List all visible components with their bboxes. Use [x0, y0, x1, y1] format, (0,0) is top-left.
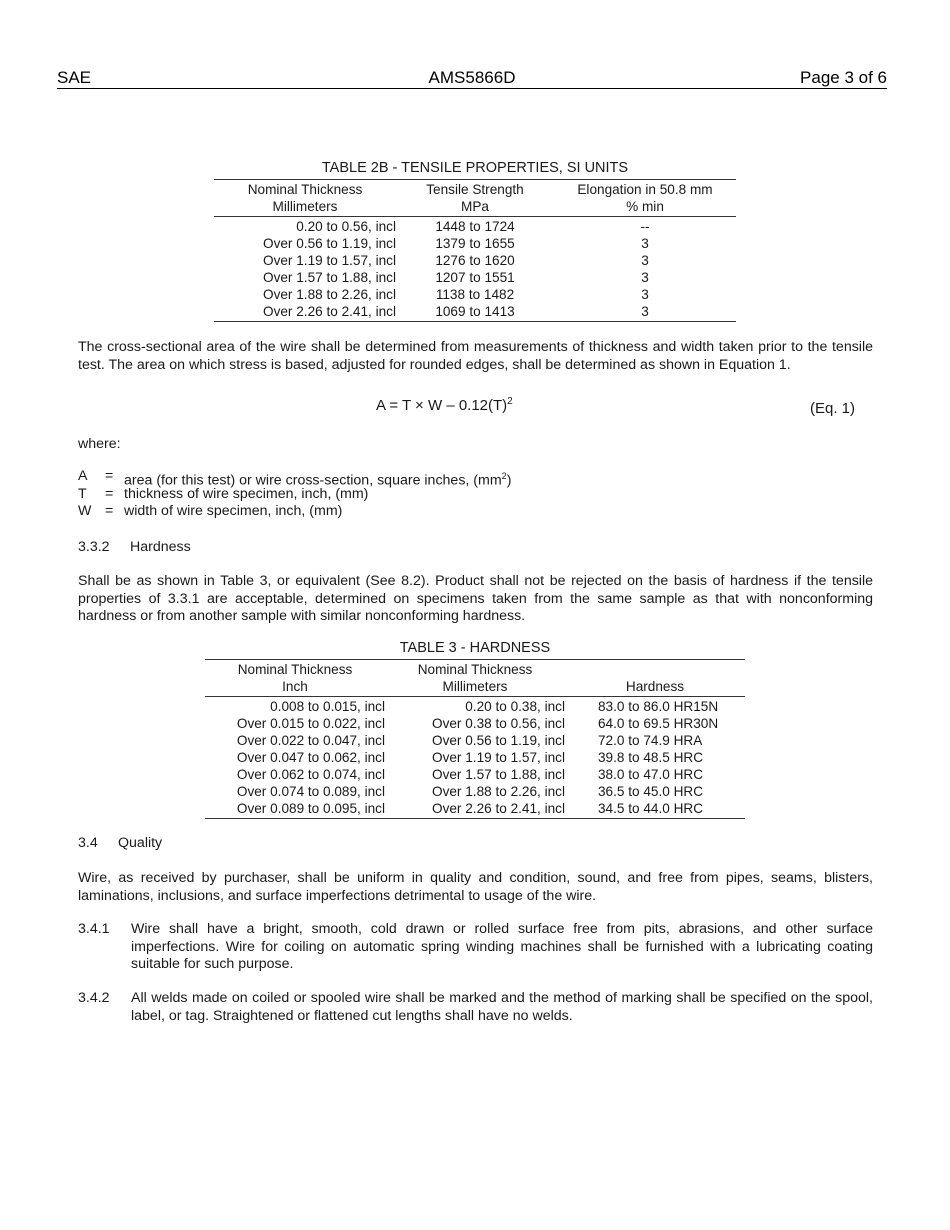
table-cell: Over 0.015 to 0.022, incl	[236, 716, 385, 731]
section-number: 3.3.2	[78, 539, 110, 555]
definition-text: width of wire specimen, inch, (mm)	[124, 503, 343, 519]
table-cell: 3	[554, 303, 736, 322]
table-3-header: Nominal Thickness	[205, 660, 385, 679]
header-org: SAE	[57, 68, 92, 87]
table-3-header: Hardness	[565, 678, 745, 697]
table-cell: 72.0 to 74.9 HRA	[598, 733, 703, 748]
subsection-number: 3.4.1	[78, 921, 110, 937]
table-cell: 0.20 to 0.38, incl	[465, 699, 565, 714]
table-cell: Over 0.56 to 1.19, incl	[432, 733, 565, 748]
table-cell: Over 1.88 to 2.26, incl	[432, 784, 565, 799]
page-header	[57, 68, 887, 89]
table-row	[205, 783, 745, 800]
table-cell: Over 0.074 to 0.089, incl	[236, 784, 385, 799]
table-cell: 0.20 to 0.56, incl	[296, 219, 396, 234]
definition-symbol: T	[78, 485, 87, 502]
table-2b-header: Elongation in 50.8 mm	[554, 180, 736, 199]
table-row	[205, 697, 745, 716]
table-row	[214, 252, 736, 269]
table-cell: Over 2.26 to 2.41, incl	[385, 800, 565, 819]
section-number: 3.4	[78, 835, 98, 851]
table-row	[214, 217, 736, 236]
table-cell: 1069 to 1413	[396, 303, 554, 322]
equation-label: (Eq. 1)	[810, 400, 856, 417]
table-cell: Over 1.57 to 1.88, incl	[263, 270, 396, 285]
table-cell: Over 0.062 to 0.074, incl	[236, 767, 385, 782]
table-row	[205, 715, 745, 732]
table-cell: 83.0 to 86.0 HR15N	[598, 699, 719, 714]
table-cell: Over 0.022 to 0.047, incl	[236, 733, 385, 748]
table-3-header: Nominal Thickness	[385, 660, 565, 679]
table-row	[214, 235, 736, 252]
where-label: where:	[78, 436, 121, 452]
paragraph-hardness: Shall be as shown in Table 3, or equivalent (See 8.2). Product shall not be rejected on the basis of hardness if the tensile properties of 3.3.1 are acceptable, determined on specimens taken from the same sample as that with nonconforming hardness or from another sample with similar nonconforming hardness.	[78, 573, 873, 624]
table-cell: Over 1.57 to 1.88, incl	[432, 767, 565, 782]
subsection-3-4-2	[78, 990, 873, 1025]
definition-symbol: A	[78, 468, 88, 484]
table-cell: 64.0 to 69.5 HR30N	[598, 716, 719, 731]
table-3-hardness	[205, 640, 745, 819]
subsection-text: All welds made on coiled or spooled wire shall be marked and the method of marking shall be specified on the spool, label, or tag. Straightened or flattened cut lengths shall have no welds.	[131, 990, 873, 1024]
table-cell: 1379 to 1655	[435, 236, 515, 251]
table-cell: 3	[641, 253, 649, 268]
table-cell: 3	[641, 270, 649, 285]
table-3-header: Inch	[205, 678, 385, 697]
table-row	[205, 732, 745, 749]
table-cell: 0.008 to 0.015, incl	[270, 699, 385, 714]
section-title: Quality	[118, 835, 163, 851]
table-3-header	[565, 660, 745, 679]
table-cell: Over 0.089 to 0.095, incl	[205, 800, 385, 819]
table-2b-title: TABLE 2B - TENSILE PROPERTIES, SI UNITS	[321, 160, 629, 176]
equation-exponent: 2	[507, 396, 513, 407]
subsection-3-4-1	[78, 921, 873, 974]
subsection-number: 3.4.2	[78, 990, 110, 1006]
table-row	[205, 749, 745, 766]
table-cell: 38.0 to 47.0 HRC	[598, 767, 704, 782]
table-cell: 1207 to 1551	[435, 270, 515, 285]
table-cell: Over 1.19 to 1.57, incl	[432, 750, 565, 765]
table-cell: Over 0.56 to 1.19, incl	[263, 236, 396, 251]
table-cell: Over 0.38 to 0.56, incl	[432, 716, 565, 731]
table-row	[214, 303, 736, 322]
definition-equals: =	[105, 503, 114, 519]
table-cell: 1276 to 1620	[435, 253, 515, 268]
table-row	[214, 286, 736, 303]
table-2b-tensile-properties	[214, 160, 736, 322]
table-cell: Over 0.047 to 0.062, incl	[236, 750, 385, 765]
header-page-number: Page 3 of 6	[800, 68, 887, 87]
table-2b-header: MPa	[396, 198, 554, 217]
definition-equals: =	[105, 468, 114, 484]
table-cell: Over 1.88 to 2.26, incl	[263, 287, 396, 302]
table-cell: --	[640, 219, 650, 234]
table-cell: 1448 to 1724	[435, 219, 515, 234]
section-heading-quality	[78, 835, 162, 851]
table-cell: 36.5 to 45.0 HRC	[598, 784, 704, 799]
paragraph-cross-sectional-area: The cross-sectional area of the wire shall be determined from measurements of thickness and width taken prior to the tensile test. The area on which stress is based, adjusted for rounded edges, shall be determined as shown in Equation 1.	[78, 339, 873, 373]
table-row	[205, 766, 745, 783]
table-3-header: Millimeters	[385, 678, 565, 697]
table-cell: Over 1.19 to 1.57, incl	[263, 253, 396, 268]
table-2b-header: % min	[554, 198, 736, 217]
section-title: Hardness	[130, 539, 191, 555]
table-2b-header: Tensile Strength	[396, 180, 554, 199]
table-row	[205, 800, 745, 819]
table-2b-header: Nominal Thickness	[214, 180, 396, 199]
equation-body: A = T × W – 0.12(T)	[376, 397, 508, 414]
equation-1	[376, 396, 513, 414]
definition-text: thickness of wire specimen, inch, (mm)	[124, 485, 369, 502]
section-heading-hardness	[78, 539, 191, 555]
table-row	[214, 269, 736, 286]
subsection-text: Wire shall have a bright, smooth, cold drawn or rolled surface free from pits, abrasions, and other surface imperfections. Wire for coiling on automatic spring winding machines shall be furnished with a lubricating coating suitable for such purpose.	[131, 921, 873, 972]
definition-text: area (for this test) or wire cross-section, square inches, $(mm^2)$	[124, 471, 512, 489]
definition-equals: =	[105, 485, 114, 502]
table-cell: 3	[641, 236, 649, 251]
table-cell: 34.5 to 44.0 HRC	[565, 800, 745, 819]
table-cell: Over 2.26 to 2.41, incl	[214, 303, 396, 322]
table-cell: 3	[641, 287, 649, 302]
paragraph-quality: Wire, as received by purchaser, shall be uniform in quality and condition, sound, and free from pipes, seams, blisters, laminations, inclusions, and surface imperfections detrimental to usage of the wire.	[78, 870, 873, 904]
table-cell: 39.8 to 48.5 HRC	[598, 750, 704, 765]
header-doc-id: AMS5866D	[428, 68, 516, 87]
table-3-title: TABLE 3 - HARDNESS	[399, 640, 551, 656]
definition-symbol: W	[78, 503, 92, 519]
table-2b-header: Millimeters	[214, 198, 396, 217]
table-cell: 1138 to 1482	[435, 287, 515, 302]
